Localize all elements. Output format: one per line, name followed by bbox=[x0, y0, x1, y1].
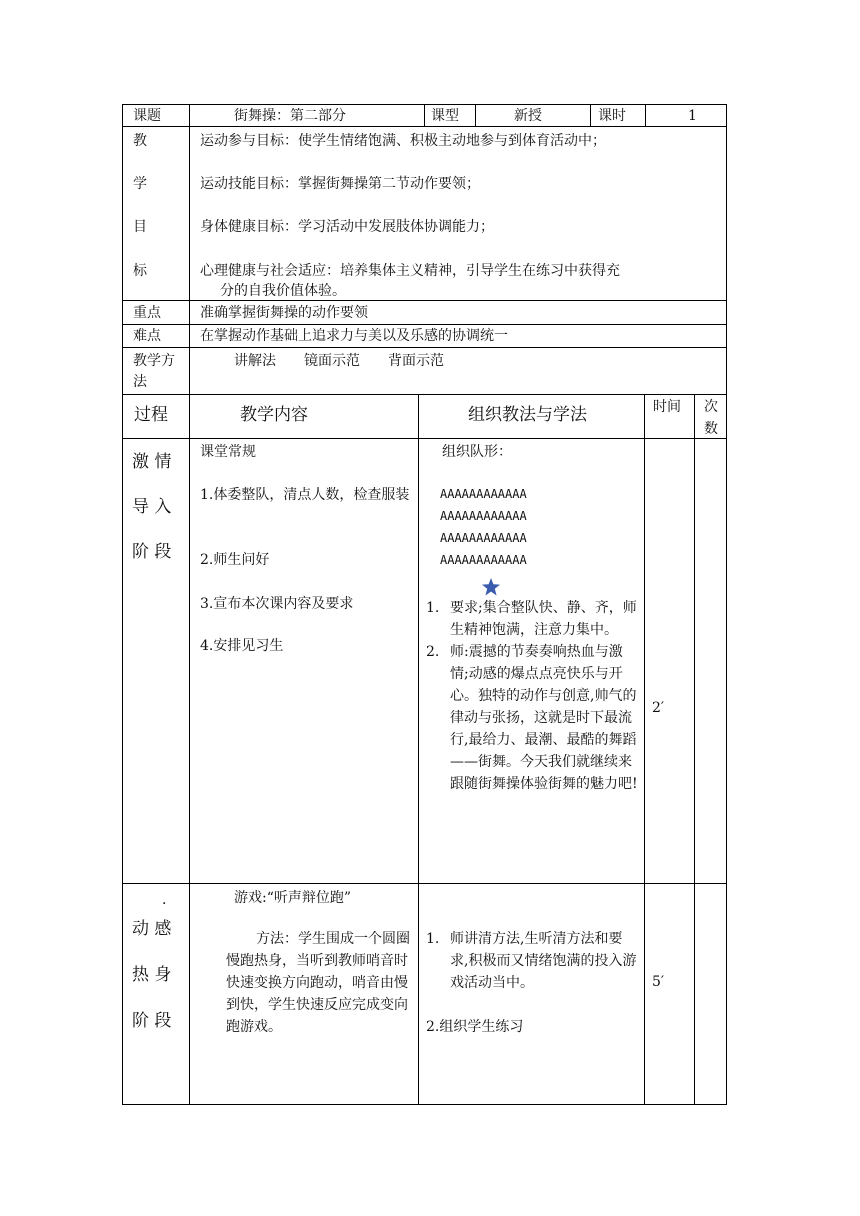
table-border bbox=[122, 394, 726, 395]
table-border bbox=[122, 438, 726, 439]
objectives-label-char: 目 bbox=[133, 219, 147, 235]
stage2-dot: . bbox=[162, 892, 167, 908]
stage2-process: 热 身 bbox=[132, 965, 172, 985]
objective-social-cont: 分的自我价值体验。 bbox=[220, 283, 346, 299]
stage2-org-list bbox=[426, 928, 640, 994]
objectives-label-char: 学 bbox=[133, 176, 147, 192]
table-border bbox=[122, 347, 726, 348]
method-label-cont: 法 bbox=[133, 374, 147, 390]
hours-label: 课时 bbox=[598, 108, 626, 124]
stage2-org-item-text: 师讲清方法,生听清方法和要求,积极而又情绪饱满的投入游戏活动当中。 bbox=[450, 931, 637, 991]
stage1-org-item-text: 师:震撼的节奏奏响热血与激情;动感的爆点点亮快乐与开心。独特的动作与创意,帅气的律动与张扬，这就是时下最流行,最给力、最潮、最酷的舞蹈——街舞。今天我们就继续来跟随街舞操体验街舞的魅力吧! bbox=[450, 644, 638, 792]
type-value: 新授 bbox=[514, 108, 542, 124]
table-border bbox=[590, 104, 591, 126]
stage2-time: 5′ bbox=[652, 974, 665, 990]
column-time: 时间 bbox=[653, 399, 681, 415]
objective-participation: 运动参与目标：使学生情绪饱满、积极主动地参与到体育活动中； bbox=[200, 133, 606, 149]
column-count: 次 bbox=[704, 399, 718, 415]
stage1-org-item-text: 要求;集合整队快、静、齐，师生精神饱满，注意力集中。 bbox=[450, 600, 637, 638]
formation-row: AAAAAAAAAAAA bbox=[440, 531, 527, 545]
objectives-label-char: 教 bbox=[133, 133, 147, 149]
table-border bbox=[726, 104, 727, 1105]
stage1-time: 2′ bbox=[652, 700, 665, 716]
stage1-content-item: 3.宣布本次课内容及要求 bbox=[200, 596, 354, 612]
item-number: 2. bbox=[426, 644, 440, 660]
table-border bbox=[644, 394, 645, 1105]
table-border bbox=[424, 104, 425, 126]
stage1-process: 导 入 bbox=[132, 497, 172, 517]
table-border bbox=[475, 104, 476, 126]
stage1-process: 阶 段 bbox=[132, 542, 172, 562]
stage2-org-item2: 2.组织学生练习 bbox=[426, 1019, 524, 1035]
stage1-content-item: 2.师生问好 bbox=[200, 552, 270, 568]
stage1-content-item: 1.体委整队，清点人数，检查服装 bbox=[200, 487, 410, 503]
table-border bbox=[122, 883, 726, 884]
table-border bbox=[418, 394, 419, 1105]
stage2-content-title: 游戏:“听声辩位跑” bbox=[234, 890, 352, 906]
key-point-label: 重点 bbox=[133, 305, 161, 321]
difficulty-label: 难点 bbox=[133, 328, 161, 344]
column-count-cont: 数 bbox=[704, 421, 718, 437]
table-border bbox=[122, 324, 726, 325]
objective-health: 身体健康目标：学习活动中发展肢体协调能力； bbox=[200, 219, 494, 235]
stage1-org-list bbox=[426, 597, 640, 795]
table-border bbox=[122, 104, 123, 1105]
topic-label: 课题 bbox=[133, 108, 161, 124]
stage1-process: 激 情 bbox=[132, 452, 172, 472]
column-process: 过程 bbox=[134, 405, 168, 425]
stage1-org-title: 组织队形： bbox=[442, 444, 512, 460]
column-content: 教学内容 bbox=[240, 405, 308, 425]
table-border bbox=[189, 104, 190, 1105]
table-border bbox=[694, 394, 695, 1105]
objectives-label-char: 标 bbox=[133, 263, 147, 279]
stage2-org-item bbox=[426, 928, 640, 994]
table-border bbox=[122, 126, 726, 127]
item-number: 1. bbox=[426, 600, 440, 616]
table-border bbox=[122, 1104, 726, 1105]
method-label: 教学方 bbox=[133, 353, 175, 369]
key-point-text: 准确掌握街舞操的动作要领 bbox=[200, 305, 368, 321]
stage1-org-item bbox=[426, 597, 640, 641]
hours-value: 1 bbox=[688, 108, 697, 124]
stage2-process: 阶 段 bbox=[132, 1011, 172, 1031]
table-border bbox=[122, 300, 726, 301]
star-icon bbox=[481, 577, 501, 597]
formation-row: AAAAAAAAAAAA bbox=[440, 509, 527, 523]
stage2-process: 动 感 bbox=[132, 919, 172, 939]
table-border bbox=[645, 104, 646, 126]
difficulty-text: 在掌握动作基础上追求力与美以及乐感的协调统一 bbox=[200, 328, 508, 344]
topic-value: 街舞操：第二部分 bbox=[234, 108, 346, 124]
stage1-content-item: 4.安排见习生 bbox=[200, 638, 284, 654]
method-text: 讲解法 镜面示范 背面示范 bbox=[234, 353, 444, 369]
formation-row: AAAAAAAAAAAA bbox=[440, 487, 527, 501]
objective-social: 心理健康与社会适应：培养集体主义精神，引导学生在练习中获得充 bbox=[200, 263, 620, 279]
item-number: 1. bbox=[426, 931, 440, 947]
stage1-org-item bbox=[426, 641, 640, 795]
stage2-content-text: 方法：学生围成一个圆圈慢跑热身，当听到教师哨音时快速变换方向跑动，哨音由慢到快，学生快速反应完成变向跑游戏。 bbox=[226, 931, 410, 1035]
stage1-content-title: 课堂常规 bbox=[200, 444, 256, 460]
column-organization: 组织教法与学法 bbox=[468, 405, 587, 425]
formation-row: AAAAAAAAAAAA bbox=[440, 553, 527, 567]
type-label: 课型 bbox=[431, 108, 459, 124]
objective-skill: 运动技能目标：掌握街舞操第二节动作要领； bbox=[200, 176, 480, 192]
